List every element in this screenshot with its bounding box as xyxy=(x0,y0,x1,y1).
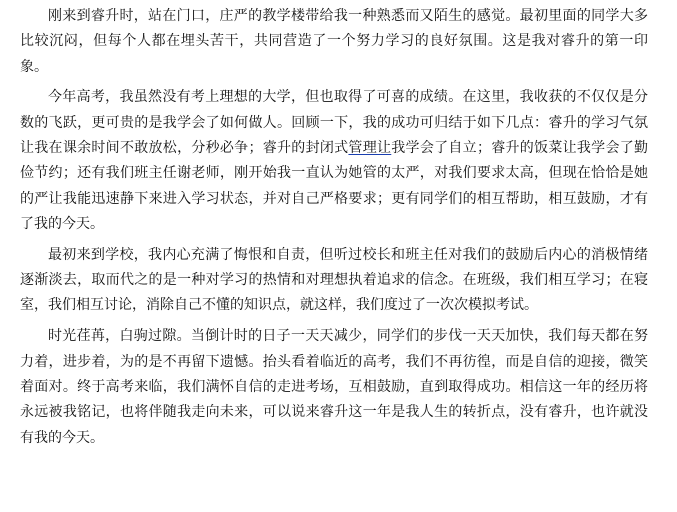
document-body xyxy=(20,4,648,456)
paragraph-4-text: 时光荏苒，白驹过隙。当倒计时的日子一天天减少，同学们的步伐一天天加快，我们每天都在努力着，进步着，为的是不再留下遗憾。抬头看着临近的高考，我们不再彷徨，而是自信的迎接，微笑着面对。终于高考来临，我们满怀自信的走进考场，互相鼓励，直到取得成功。相信这一年的经历将永远被我铭记，也将伴随我走向未来，可以说来睿升这一年是我人生的转折点，没有睿升，也许就没有我的今天。 xyxy=(20,328,648,446)
management-link[interactable]: 管理让 xyxy=(348,140,392,157)
paragraph-1-text: 刚来到睿升时，站在门口，庄严的教学楼带给我一种熟悉而又陌生的感觉。最初里面的同学大多比较沉闷，但每个人都在埋头苦干，共同营造了一个努力学习的良好氛围。这是我对睿升的第一印象。 xyxy=(20,8,648,75)
paragraph-2-text-part-1: 今年高考，我虽然没有考上理想的大学，但也取得了可喜的成绩。在这里，我收获的不仅仅是分数的飞跃，更可贵的是我学会了如何做人。回顾一下，我的成功可归结于如下几点：睿升的学习气氛让我在课余时间不敢放松，分秒必争；睿升的封闭式 xyxy=(20,89,648,157)
paragraph-2 xyxy=(20,85,648,237)
paragraph-3 xyxy=(20,243,648,319)
paragraph-1 xyxy=(20,4,648,80)
paragraph-4 xyxy=(20,324,648,450)
paragraph-3-text: 最初来到学校，我内心充满了悔恨和自责，但听过校长和班主任对我们的鼓励后内心的消极情绪逐渐淡去，取而代之的是一种对学习的热情和对理想执着追求的信念。在班级，我们相互学习；在寝室，我们相互讨论，消除自己不懂的知识点，就这样，我们度过了一次次模拟考试。 xyxy=(20,246,648,314)
paragraph-2-text-part-2: 我学会了自立；睿升的饭菜让我学会了勤俭节约；还有我们班主任谢老师，刚开始我一直认为她管的太严，对我们要求太高，但现在恰恰是她的严让我能迅速静下来进入学习状态，并对自己严格要求；更有同学们的相互帮助，相互鼓励，才有了我的今天。 xyxy=(20,140,649,232)
